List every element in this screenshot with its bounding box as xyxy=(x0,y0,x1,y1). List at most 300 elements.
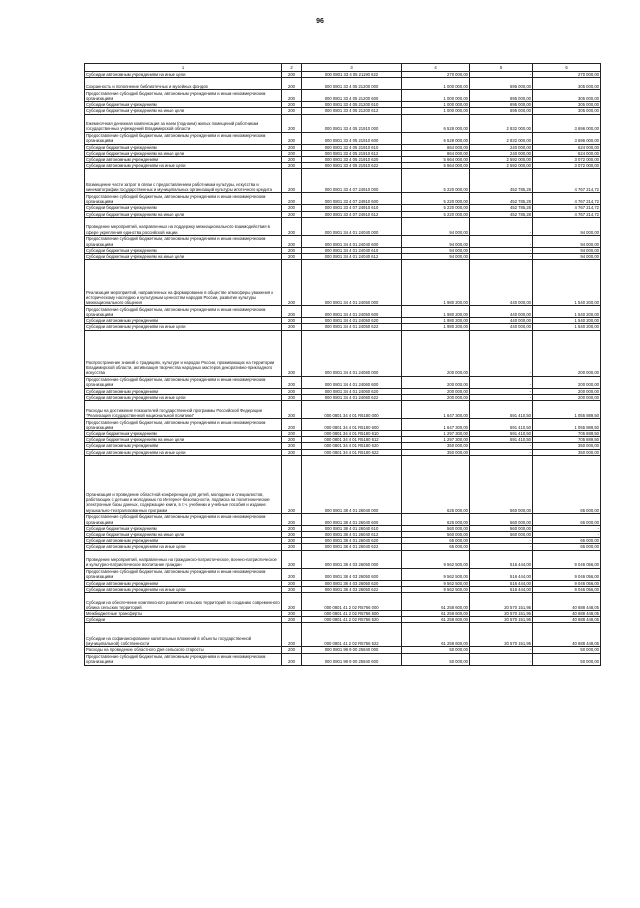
row-executed-cell: 516 444,00 xyxy=(470,550,533,568)
table-row xyxy=(85,306,601,318)
row-name-cell: Возмещение части затрат в связи с предоставлением работникам культуры, искусства и кинематографии государственных и муниципальных организаций культуры ипотечного кредита xyxy=(85,169,282,193)
row-code-cell: 200 xyxy=(282,437,302,443)
row-executed-cell: 2 832 000,00 xyxy=(470,114,533,132)
row-remainder-cell: 624 000,00 xyxy=(533,144,601,150)
row-remainder-cell: 200 000,00 xyxy=(533,376,601,388)
row-approved-cell: 1 647 300,00 xyxy=(402,419,470,431)
budget-table xyxy=(84,63,601,666)
row-kbk-cell: 000 0801 38 4 01 26040 620 xyxy=(302,538,402,544)
row-approved-cell: 1 297 300,00 xyxy=(402,431,470,437)
row-name-cell: Предоставление субсидий бюджетным, автономным учреждениям и иным некоммерческим организациям xyxy=(85,193,282,205)
row-approved-cell: 5 220 000,00 xyxy=(402,193,470,205)
row-name-cell: Межбюджетные трансферты xyxy=(85,611,282,617)
row-remainder-cell: 270 000,00 xyxy=(533,72,601,78)
table-row xyxy=(85,260,601,306)
row-remainder-cell: 40 688 448,05 xyxy=(533,593,601,611)
row-code-cell: 200 xyxy=(282,211,302,217)
row-code-cell: 200 xyxy=(282,235,302,247)
header-cell: 4 xyxy=(402,64,470,72)
row-name-cell: Субсидии бюджетным учреждениям xyxy=(85,144,282,150)
row-code-cell: 200 xyxy=(282,617,302,623)
row-remainder-cell: 200 000,00 xyxy=(533,330,601,376)
row-code-cell: 200 xyxy=(282,114,302,132)
row-name-cell: Сохранность и пополнение библиотечных и музейных фондов xyxy=(85,78,282,90)
row-code-cell: 200 xyxy=(282,550,302,568)
row-remainder-cell: 94 000,00 xyxy=(533,247,601,253)
row-approved-cell: 9 562 500,00 xyxy=(402,586,470,592)
row-kbk-cell: 000 0801 41 2 02 R5766 500 xyxy=(302,611,402,617)
row-approved-cell: 1 000 000,00 xyxy=(402,102,470,108)
row-code-cell: 200 xyxy=(282,544,302,550)
row-remainder-cell: 94 000,00 xyxy=(533,217,601,235)
row-executed-cell: 2 592 000,00 xyxy=(470,163,533,169)
row-approved-cell: 864 000,00 xyxy=(402,150,470,156)
row-executed-cell: 560 000,00 xyxy=(470,455,533,513)
table-row xyxy=(85,217,601,235)
row-code-cell: 200 xyxy=(282,163,302,169)
row-kbk-cell: 000 0801 33 4 05 21190 622 xyxy=(302,72,402,78)
row-name-cell: Реализация мероприятий, направленных на формирование в обществе атмосферы уважения к историческому наследию и культурным ценностям народов России, развитие культуры межнационального общения xyxy=(85,260,282,306)
row-code-cell: 200 xyxy=(282,247,302,253)
row-code-cell: 200 xyxy=(282,443,302,449)
row-approved-cell: 200 000,00 xyxy=(402,388,470,394)
row-executed-cell: 2 592 000,00 xyxy=(470,157,533,163)
row-kbk-cell: 000 0801 38 4 01 26040 610 xyxy=(302,525,402,531)
row-executed-cell: 452 785,28 xyxy=(470,205,533,211)
row-remainder-cell: 50 000,00 xyxy=(533,653,601,665)
row-remainder-cell: 4 767 214,72 xyxy=(533,205,601,211)
row-executed-cell: 591 410,50 xyxy=(470,419,533,431)
row-code-cell: 200 xyxy=(282,532,302,538)
row-remainder-cell: 3 696 000,00 xyxy=(533,114,601,132)
row-executed-cell: 591 410,50 xyxy=(470,437,533,443)
row-executed-cell: 20 570 151,95 xyxy=(470,617,533,623)
row-approved-cell: 1 000 000,00 xyxy=(402,78,470,90)
row-name-cell: Предоставление субсидий бюджетным, автономным учреждениям и иным некоммерческим организациям xyxy=(85,653,282,665)
row-name-cell: Субсидии автономным учреждениям на иные цели xyxy=(85,394,282,400)
row-executed-cell: 20 570 151,95 xyxy=(470,623,533,647)
row-executed-cell: 560 000,00 xyxy=(470,525,533,531)
row-remainder-cell: 9 046 056,00 xyxy=(533,580,601,586)
row-kbk-cell: 000 0801 33 4 07 24910 610 xyxy=(302,205,402,211)
row-remainder-cell: 40 688 448,05 xyxy=(533,617,601,623)
row-code-cell: 200 xyxy=(282,324,302,330)
row-approved-cell: 200 000,00 xyxy=(402,394,470,400)
row-remainder-cell: 9 046 056,00 xyxy=(533,586,601,592)
row-name-cell: Субсидии бюджетным учреждениям на иные цели xyxy=(85,437,282,443)
row-executed-cell: - xyxy=(470,443,533,449)
row-executed-cell: 452 785,28 xyxy=(470,211,533,217)
table-body xyxy=(85,72,601,666)
table-row xyxy=(85,593,601,611)
row-remainder-cell: 4 767 214,72 xyxy=(533,211,601,217)
row-kbk-cell: 000 0801 34 4 01 24040 600 xyxy=(302,235,402,247)
row-kbk-cell: 000 0801 38 4 01 26040 612 xyxy=(302,532,402,538)
row-name-cell: Субсидии автономным учреждениям xyxy=(85,318,282,324)
row-remainder-cell: 9 046 056,00 xyxy=(533,568,601,580)
row-approved-cell: 6 528 000,00 xyxy=(402,114,470,132)
row-name-cell: Ежемесячная денежная компенсация за наем (поднаем) жилых помещений работникам государственных учреждений Владимирской области xyxy=(85,114,282,132)
row-code-cell: 200 xyxy=(282,205,302,211)
row-name-cell: Расходы на достижение показателей государственной программы Российской Федерации "Реализация государственной национальной политики" xyxy=(85,401,282,419)
row-name-cell: Предоставление субсидий бюджетным, автономным учреждениям и иным некоммерческим организациям xyxy=(85,568,282,580)
row-executed-cell: - xyxy=(470,449,533,455)
header-cell: 5 xyxy=(470,64,533,72)
row-executed-cell: - xyxy=(470,544,533,550)
row-kbk-cell: 000 0801 41 2 02 R5766 522 xyxy=(302,623,402,647)
row-kbk-cell: 000 0801 33 4 05 21910 612 xyxy=(302,150,402,156)
row-code-cell: 200 xyxy=(282,623,302,647)
row-name-cell: Субсидии xyxy=(85,617,282,623)
row-remainder-cell: 350 000,00 xyxy=(533,443,601,449)
row-approved-cell: 1 980 200,00 xyxy=(402,306,470,318)
row-name-cell: Субсидии на обеспечение комплексного развития сельских территорий по созданию современного облика сельских территорий xyxy=(85,593,282,611)
row-name-cell: Субсидии бюджетным учреждениям на иные цели xyxy=(85,211,282,217)
row-kbk-cell: 000 0801 33 4 07 24910 600 xyxy=(302,193,402,205)
row-kbk-cell: 000 0801 34 4 01 R5180 600 xyxy=(302,419,402,431)
row-kbk-cell: 000 0801 33 4 05 21910 622 xyxy=(302,163,402,169)
row-name-cell: Субсидии автономным учреждениям xyxy=(85,538,282,544)
table-row xyxy=(85,401,601,419)
row-executed-cell: - xyxy=(470,254,533,260)
row-name-cell: Субсидии автономным учреждениям xyxy=(85,388,282,394)
row-code-cell: 200 xyxy=(282,260,302,306)
row-executed-cell: 591 410,50 xyxy=(470,401,533,419)
row-name-cell: Субсидии автономным учреждениям xyxy=(85,580,282,586)
row-executed-cell: - xyxy=(470,388,533,394)
row-executed-cell: 695 000,00 xyxy=(470,102,533,108)
row-approved-cell: 94 000,00 xyxy=(402,254,470,260)
row-kbk-cell: 000 0801 34 4 01 R5180 000 xyxy=(302,401,402,419)
row-remainder-cell: 1 055 889,50 xyxy=(533,401,601,419)
row-name-cell: Субсидии бюджетным учреждениям xyxy=(85,247,282,253)
row-remainder-cell: 1 055 889,50 xyxy=(533,419,601,431)
row-code-cell: 200 xyxy=(282,538,302,544)
row-executed-cell: - xyxy=(470,247,533,253)
row-name-cell: Субсидии бюджетным учреждениям xyxy=(85,205,282,211)
row-kbk-cell: 000 0801 34 4 01 R5180 610 xyxy=(302,431,402,437)
row-code-cell: 200 xyxy=(282,388,302,394)
row-code-cell: 200 xyxy=(282,376,302,388)
row-kbk-cell: 000 0801 34 4 01 R5180 612 xyxy=(302,437,402,443)
row-approved-cell: 1 980 200,00 xyxy=(402,318,470,324)
row-name-cell: Субсидии автономным учреждениям на иные цели xyxy=(85,324,282,330)
row-remainder-cell: 1 540 200,00 xyxy=(533,318,601,324)
row-code-cell: 200 xyxy=(282,306,302,318)
row-approved-cell: 5 220 000,00 xyxy=(402,205,470,211)
row-executed-cell: 452 785,28 xyxy=(470,169,533,193)
row-name-cell: Субсидии автономным учреждениям на иные цели xyxy=(85,72,282,78)
row-kbk-cell: 000 0801 99 9 00 25940 600 xyxy=(302,653,402,665)
row-executed-cell: 516 444,00 xyxy=(470,568,533,580)
row-approved-cell: 350 000,00 xyxy=(402,443,470,449)
row-code-cell: 200 xyxy=(282,593,302,611)
row-name-cell: Субсидии автономным учреждениям на иные цели xyxy=(85,544,282,550)
row-code-cell: 200 xyxy=(282,401,302,419)
row-code-cell: 200 xyxy=(282,330,302,376)
table-row xyxy=(85,550,601,568)
row-executed-cell: - xyxy=(470,376,533,388)
row-kbk-cell: 000 0801 34 4 01 24060 620 xyxy=(302,388,402,394)
row-remainder-cell: 305 000,00 xyxy=(533,78,601,90)
row-name-cell: Субсидии бюджетным учреждениям xyxy=(85,431,282,437)
row-remainder-cell: 94 000,00 xyxy=(533,254,601,260)
row-remainder-cell: 9 046 056,00 xyxy=(533,550,601,568)
row-approved-cell: 864 000,00 xyxy=(402,144,470,150)
header-cell: 3 xyxy=(302,64,402,72)
row-kbk-cell: 000 0801 34 4 01 24040 000 xyxy=(302,217,402,235)
table-row xyxy=(85,324,601,330)
row-code-cell: 200 xyxy=(282,394,302,400)
row-remainder-cell: 65 000,00 xyxy=(533,513,601,525)
row-executed-cell: 440 000,00 xyxy=(470,324,533,330)
row-code-cell: 200 xyxy=(282,90,302,102)
table-row xyxy=(85,114,601,132)
row-remainder-cell: 40 688 448,05 xyxy=(533,623,601,647)
row-approved-cell: 94 000,00 xyxy=(402,247,470,253)
row-name-cell: Предоставление субсидий бюджетным, автономным учреждениям и иным некоммерческим организациям xyxy=(85,235,282,247)
table-row xyxy=(85,419,601,431)
row-approved-cell: 1 980 200,00 xyxy=(402,260,470,306)
row-remainder-cell: 705 889,50 xyxy=(533,431,601,437)
row-approved-cell: 9 562 500,00 xyxy=(402,580,470,586)
row-executed-cell: 695 000,00 xyxy=(470,78,533,90)
row-approved-cell: 625 000,00 xyxy=(402,513,470,525)
row-kbk-cell: 000 0801 33 4 05 21910 600 xyxy=(302,132,402,144)
row-remainder-cell: 624 000,00 xyxy=(533,150,601,156)
row-executed-cell: - xyxy=(470,647,533,653)
row-kbk-cell: 000 0801 34 4 01 R5180 620 xyxy=(302,443,402,449)
row-approved-cell: 350 000,00 xyxy=(402,449,470,455)
table-row xyxy=(85,78,601,90)
row-name-cell: Предоставление субсидий бюджетным, автономным учреждениям и иным некоммерческим организациям xyxy=(85,419,282,431)
table-row xyxy=(85,513,601,525)
row-kbk-cell: 000 0801 38 4 03 26050 622 xyxy=(302,586,402,592)
row-approved-cell: 1 647 300,00 xyxy=(402,401,470,419)
row-approved-cell: 50 000,00 xyxy=(402,653,470,665)
row-executed-cell: 695 000,00 xyxy=(470,108,533,114)
row-name-cell: Субсидии бюджетным учреждениям на иные цели xyxy=(85,532,282,538)
row-kbk-cell: 000 0801 99 9 00 25940 000 xyxy=(302,647,402,653)
row-code-cell: 200 xyxy=(282,568,302,580)
row-executed-cell: 240 000,00 xyxy=(470,144,533,150)
row-name-cell: Субсидии автономным учреждениям xyxy=(85,443,282,449)
row-executed-cell: - xyxy=(470,538,533,544)
row-name-cell: Субсидии бюджетным учреждениям xyxy=(85,102,282,108)
row-executed-cell: - xyxy=(470,217,533,235)
table-row xyxy=(85,90,601,102)
row-code-cell: 200 xyxy=(282,254,302,260)
row-approved-cell: 65 000,00 xyxy=(402,538,470,544)
row-approved-cell: 1 000 000,00 xyxy=(402,108,470,114)
row-name-cell: Субсидии автономным учреждениям на иные цели xyxy=(85,163,282,169)
row-name-cell: Субсидии бюджетным учреждениям на иные цели xyxy=(85,108,282,114)
row-name-cell: Субсидии автономным учреждениям на иные цели xyxy=(85,586,282,592)
table-row xyxy=(85,586,601,592)
row-executed-cell: - xyxy=(470,330,533,376)
row-code-cell: 200 xyxy=(282,586,302,592)
row-kbk-cell: 000 0801 41 2 02 R5766 520 xyxy=(302,617,402,623)
row-approved-cell: 560 000,00 xyxy=(402,532,470,538)
row-code-cell: 200 xyxy=(282,419,302,431)
row-kbk-cell: 000 0801 34 4 01 24060 622 xyxy=(302,394,402,400)
row-kbk-cell: 000 0801 38 4 01 26040 600 xyxy=(302,513,402,525)
row-executed-cell: 516 444,00 xyxy=(470,586,533,592)
row-approved-cell: 61 258 600,00 xyxy=(402,623,470,647)
row-remainder-cell: 305 000,00 xyxy=(533,90,601,102)
row-remainder-cell: 50 000,00 xyxy=(533,647,601,653)
row-code-cell: 200 xyxy=(282,455,302,513)
row-remainder-cell: 65 000,00 xyxy=(533,538,601,544)
row-executed-cell: 20 570 151,95 xyxy=(470,611,533,617)
row-name-cell: Расходы на проведение областного Дня сельского старосты xyxy=(85,647,282,653)
row-remainder-cell: 1 540 200,00 xyxy=(533,260,601,306)
row-name-cell: Субсидии автономным учреждениям xyxy=(85,157,282,163)
table-row xyxy=(85,653,601,665)
row-kbk-cell: 000 0801 33 4 05 21910 610 xyxy=(302,144,402,150)
row-kbk-cell: 000 0801 34 4 01 24050 620 xyxy=(302,318,402,324)
table-row xyxy=(85,150,601,156)
row-code-cell: 200 xyxy=(282,169,302,193)
row-code-cell: 200 xyxy=(282,580,302,586)
row-remainder-cell: 65 000,00 xyxy=(533,455,601,513)
row-name-cell: Субсидии автономным учреждениям на иные цели xyxy=(85,449,282,455)
row-remainder-cell: 305 000,00 xyxy=(533,108,601,114)
row-approved-cell: 50 000,00 xyxy=(402,647,470,653)
row-name-cell: Организация и проведение областной конференции для детей, молодежи и специалистов, работающих с детьми и молодежью по Интернет-безопасности, подписка на политехнические электронные базы данных, содержащие книги, в т.ч. учебники и учебные пособия и издание музыкально-театрализованных программ xyxy=(85,455,282,513)
row-kbk-cell: 000 0801 38 4 03 26050 000 xyxy=(302,550,402,568)
row-remainder-cell: 65 000,00 xyxy=(533,544,601,550)
table-row xyxy=(85,211,601,217)
row-executed-cell: 560 000,00 xyxy=(470,532,533,538)
row-executed-cell: - xyxy=(470,394,533,400)
row-name-cell: Субсидии бюджетным учреждениям на иные цели xyxy=(85,150,282,156)
row-kbk-cell: 000 0801 33 4 05 21910 000 xyxy=(302,114,402,132)
row-code-cell: 200 xyxy=(282,647,302,653)
row-name-cell: Субсидии бюджетным учреждениям xyxy=(85,525,282,531)
row-executed-cell: - xyxy=(470,72,533,78)
table-row xyxy=(85,163,601,169)
row-remainder-cell: 4 767 214,72 xyxy=(533,193,601,205)
row-code-cell: 200 xyxy=(282,525,302,531)
row-code-cell: 200 xyxy=(282,72,302,78)
row-kbk-cell: 000 0801 33 4 05 21200 600 xyxy=(302,90,402,102)
row-kbk-cell: 000 0801 34 4 01 R5180 622 xyxy=(302,449,402,455)
row-executed-cell: 452 785,28 xyxy=(470,193,533,205)
row-approved-cell: 625 000,00 xyxy=(402,455,470,513)
row-approved-cell: 9 562 500,00 xyxy=(402,550,470,568)
row-remainder-cell: 3 072 000,00 xyxy=(533,157,601,163)
table-row xyxy=(85,455,601,513)
row-remainder-cell: 4 767 214,72 xyxy=(533,169,601,193)
header-cell: 2 xyxy=(282,64,302,72)
row-approved-cell: 9 562 500,00 xyxy=(402,568,470,580)
row-kbk-cell: 000 0801 38 4 01 26040 000 xyxy=(302,455,402,513)
row-approved-cell: 200 000,00 xyxy=(402,330,470,376)
row-approved-cell: 61 258 600,00 xyxy=(402,611,470,617)
row-executed-cell: 516 444,00 xyxy=(470,580,533,586)
row-kbk-cell: 000 0801 38 4 03 26050 600 xyxy=(302,568,402,580)
row-code-cell: 200 xyxy=(282,157,302,163)
row-remainder-cell: 200 000,00 xyxy=(533,394,601,400)
row-executed-cell: 440 000,00 xyxy=(470,260,533,306)
row-name-cell: Проведение мероприятий, направленных на гражданско-патриотическое, военно-патриотическое и культурно-патриотическое воспитание граждан xyxy=(85,550,282,568)
row-executed-cell: 440 000,00 xyxy=(470,306,533,318)
header-cell: 6 xyxy=(533,64,601,72)
row-approved-cell: 1 297 300,00 xyxy=(402,437,470,443)
row-name-cell: Субсидии на софинансирование капитальных вложений в объекты государственной (муниципальной) собственности xyxy=(85,623,282,647)
row-kbk-cell: 000 0801 33 4 05 21200 610 xyxy=(302,102,402,108)
row-executed-cell: 440 000,00 xyxy=(470,318,533,324)
row-kbk-cell: 000 0801 33 4 07 24910 000 xyxy=(302,169,402,193)
row-name-cell: Предоставление субсидий бюджетным, автономным учреждениям и иным некоммерческим организациям xyxy=(85,376,282,388)
row-code-cell: 200 xyxy=(282,144,302,150)
row-code-cell: 200 xyxy=(282,150,302,156)
row-remainder-cell: 1 540 200,00 xyxy=(533,306,601,318)
row-kbk-cell: 000 0801 33 4 07 24910 612 xyxy=(302,211,402,217)
row-name-cell: Проведение мероприятий, направленных на поддержку межнационального взаимодействия в сфере укрепления единства российской нации xyxy=(85,217,282,235)
table-row xyxy=(85,376,601,388)
row-kbk-cell: 000 0801 38 4 03 26050 620 xyxy=(302,580,402,586)
row-code-cell: 200 xyxy=(282,449,302,455)
row-remainder-cell: 1 540 200,00 xyxy=(533,324,601,330)
row-kbk-cell: 000 0801 34 4 01 24060 000 xyxy=(302,330,402,376)
row-approved-cell: 560 000,00 xyxy=(402,525,470,531)
row-remainder-cell: 3 072 000,00 xyxy=(533,163,601,169)
row-approved-cell: 200 000,00 xyxy=(402,376,470,388)
row-kbk-cell: 000 0801 34 4 01 24050 000 xyxy=(302,260,402,306)
row-code-cell: 200 xyxy=(282,653,302,665)
row-approved-cell: 94 000,00 xyxy=(402,217,470,235)
table-row xyxy=(85,437,601,443)
row-approved-cell: 5 664 000,00 xyxy=(402,163,470,169)
row-kbk-cell: 000 0801 34 4 01 24040 612 xyxy=(302,254,402,260)
row-executed-cell: 2 832 000,00 xyxy=(470,132,533,144)
table-row xyxy=(85,532,601,538)
row-remainder-cell: 705 889,50 xyxy=(533,437,601,443)
row-remainder-cell: 350 000,00 xyxy=(533,449,601,455)
row-executed-cell: - xyxy=(470,653,533,665)
row-executed-cell: 240 000,00 xyxy=(470,150,533,156)
row-kbk-cell: 000 0801 34 4 01 24050 600 xyxy=(302,306,402,318)
row-code-cell: 200 xyxy=(282,431,302,437)
row-approved-cell: 270 000,00 xyxy=(402,72,470,78)
header-row xyxy=(85,64,601,72)
row-code-cell: 200 xyxy=(282,217,302,235)
row-remainder-cell: 3 696 000,00 xyxy=(533,132,601,144)
table-row xyxy=(85,330,601,376)
row-remainder-cell: 200 000,00 xyxy=(533,388,601,394)
row-kbk-cell: 000 0801 33 4 05 21200 000 xyxy=(302,78,402,90)
row-name-cell: Предоставление субсидий бюджетным, автономным учреждениям и иным некоммерческим организациям xyxy=(85,513,282,525)
header-cell: 1 xyxy=(85,64,282,72)
row-code-cell: 200 xyxy=(282,102,302,108)
row-remainder-cell: 40 688 448,05 xyxy=(533,611,601,617)
table-row xyxy=(85,568,601,580)
row-name-cell: Субсидии бюджетным учреждениям на иные цели xyxy=(85,254,282,260)
row-kbk-cell: 000 0801 41 2 02 R5766 000 xyxy=(302,593,402,611)
table-row xyxy=(85,132,601,144)
row-approved-cell: 61 258 600,00 xyxy=(402,593,470,611)
row-name-cell: Распространение знаний о традициях, культуре и народах России, проживающих на территории Владимирской области, активизация творчества народных мастеров декоративно-прикладного искусства xyxy=(85,330,282,376)
row-approved-cell: 5 664 000,00 xyxy=(402,157,470,163)
row-code-cell: 200 xyxy=(282,318,302,324)
row-approved-cell: 1 980 200,00 xyxy=(402,324,470,330)
row-kbk-cell: 000 0801 38 4 01 26040 622 xyxy=(302,544,402,550)
row-kbk-cell: 000 0801 34 4 01 24050 622 xyxy=(302,324,402,330)
row-code-cell: 200 xyxy=(282,513,302,525)
row-code-cell: 200 xyxy=(282,78,302,90)
